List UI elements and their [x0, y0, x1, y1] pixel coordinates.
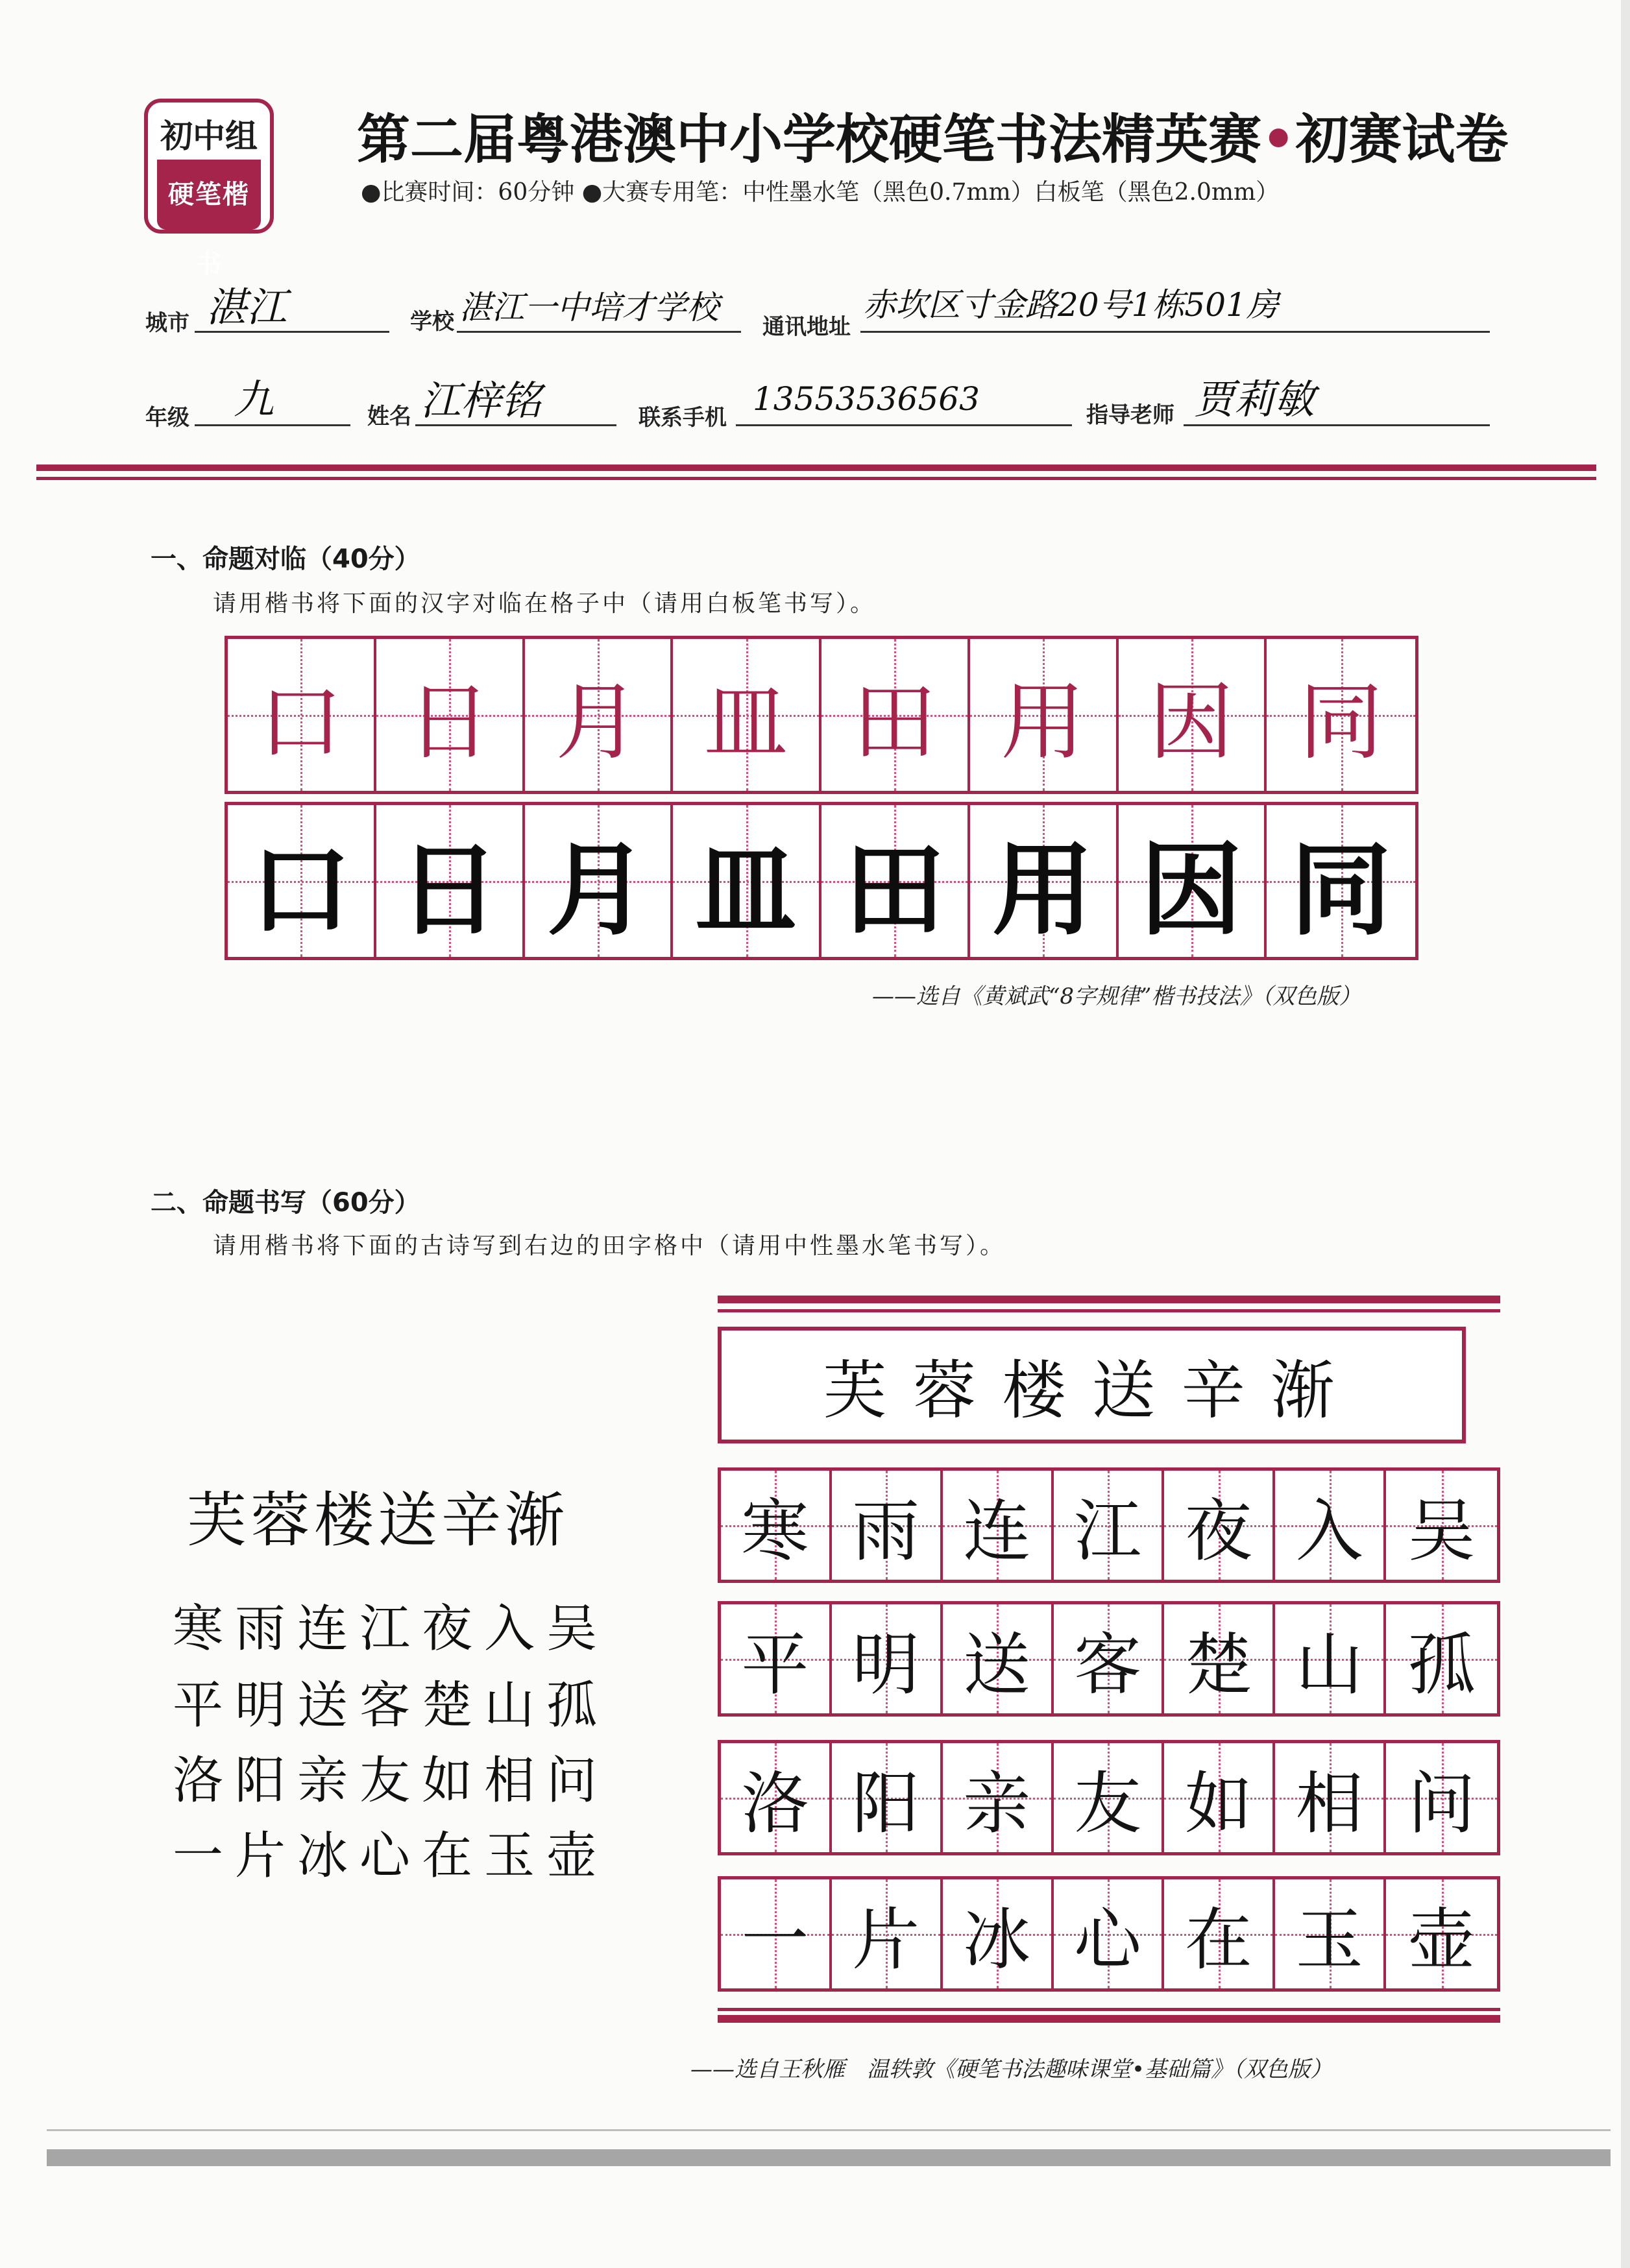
address-label: 通讯地址	[762, 314, 851, 340]
poem-char: 明	[852, 1625, 920, 1704]
poem-char: 寒	[741, 1491, 809, 1571]
footer-bar	[47, 2149, 1611, 2166]
model-char: 田	[852, 672, 937, 771]
poem-cell[interactable]	[1164, 1879, 1275, 1988]
poem-char: 冰	[963, 1900, 1031, 1979]
poem-cell[interactable]	[832, 1604, 943, 1713]
footer-line	[47, 2129, 1611, 2131]
section1-heading: 一、命题对临（40分）	[151, 544, 420, 574]
poem-cell[interactable]	[832, 1471, 943, 1580]
answer-frame-top	[718, 1296, 1500, 1303]
section2-desc: 请用楷书将下面的古诗写到右边的田字格中（请用中性墨水笔书写）。	[213, 1233, 1006, 1259]
section1-desc: 请用楷书将下面的汉字对临在格子中（请用白板笔书写）。	[213, 590, 877, 617]
model-cell	[228, 639, 376, 791]
header-rule-thick	[36, 464, 1596, 471]
poem-char: 如	[1184, 1764, 1252, 1843]
answer-cell[interactable]	[970, 805, 1119, 957]
poem-cell[interactable]	[721, 1604, 832, 1713]
model-cell	[673, 639, 821, 791]
poem-line: 寒雨连江夜入吴	[173, 1600, 609, 1658]
copy-char: 用	[992, 830, 1094, 949]
answer-cell[interactable]	[1119, 805, 1267, 957]
grade-value[interactable]: 九	[234, 376, 274, 423]
title-dot: •	[1261, 109, 1296, 171]
model-char: 口	[258, 672, 343, 771]
poem-cell[interactable]	[1386, 1604, 1497, 1713]
poem-char: 相	[1295, 1764, 1363, 1843]
poem-char: 亲	[963, 1764, 1031, 1843]
poem-char: 壶	[1407, 1900, 1476, 1979]
answer-frame-bottom	[718, 2015, 1500, 2023]
poem-cell[interactable]	[943, 1879, 1054, 1988]
title-main: 第二届粤港澳中小学校硬笔书法精英赛	[357, 109, 1262, 171]
copy-model-row	[225, 636, 1418, 794]
poem-cell[interactable]	[1164, 1471, 1275, 1580]
city-label: 城市	[145, 310, 189, 336]
poem-char: 在	[1184, 1900, 1252, 1979]
poem-cell[interactable]	[721, 1471, 832, 1580]
model-cell	[1267, 639, 1415, 791]
exam-pens: ●大赛专用笔：中性墨水笔（黑色0.7mm）白板笔（黑色2.0mm）	[581, 179, 1280, 206]
poem-cell[interactable]	[1054, 1471, 1165, 1580]
poem-char: 夜	[1184, 1491, 1252, 1571]
poem-line: 洛阳亲友如相问	[173, 1752, 609, 1810]
answer-cell[interactable]	[228, 805, 376, 957]
poem-char: 入	[1295, 1491, 1363, 1571]
poem-char: 连	[963, 1491, 1031, 1571]
copy-char: 日	[398, 830, 500, 949]
poem-char: 雨	[852, 1491, 920, 1571]
model-char: 日	[407, 672, 492, 771]
poem-row[interactable]	[718, 1467, 1500, 1583]
stamp-style: 硬笔楷书	[157, 160, 261, 230]
poem-char: 片	[852, 1900, 920, 1979]
stamp-group: 初中组	[160, 117, 258, 155]
poem-cell[interactable]	[943, 1743, 1054, 1852]
school-line	[457, 331, 741, 333]
model-cell	[525, 639, 674, 791]
poem-cell[interactable]	[1164, 1743, 1275, 1852]
poem-char: 一	[741, 1900, 809, 1979]
copy-answer-row[interactable]	[225, 802, 1418, 960]
poem-char: 江	[1074, 1491, 1142, 1571]
title-tail: 初赛试卷	[1295, 109, 1509, 171]
poem-char: 玉	[1295, 1900, 1363, 1979]
handwritten-title: 芙蓉楼送辛渐	[823, 1353, 1361, 1428]
model-char: 同	[1298, 672, 1383, 771]
name-label: 姓名	[367, 404, 411, 429]
answer-frame-bottom-thin	[718, 2008, 1500, 2011]
answer-frame-top-thin	[718, 1309, 1500, 1312]
poem-char: 洛	[741, 1764, 809, 1843]
section1-source: ——选自《黄斌武“8字规律”楷书技法》（双色版）	[872, 983, 1361, 1009]
phone-value[interactable]: 13553536563	[753, 380, 980, 418]
school-label: 学校	[410, 309, 454, 335]
school-value[interactable]: 湛江一中培才学校	[459, 289, 719, 326]
poem-line: 平明送客楚山孤	[173, 1676, 609, 1735]
poem-char: 问	[1407, 1764, 1476, 1843]
poem-cell[interactable]	[1275, 1604, 1386, 1713]
phone-line	[736, 424, 1072, 426]
answer-cell[interactable]	[1267, 805, 1415, 957]
poem-cell[interactable]	[1164, 1604, 1275, 1713]
poem-cell[interactable]	[1054, 1743, 1165, 1852]
teacher-value[interactable]: 贾莉敏	[1194, 376, 1315, 423]
exam-time: ●比赛时间：60分钟	[361, 179, 575, 206]
copy-char: 月	[546, 830, 648, 949]
poem-row[interactable]	[718, 1740, 1500, 1855]
poem-cell[interactable]	[1386, 1879, 1497, 1988]
model-char: 用	[1001, 672, 1086, 771]
model-char: 因	[1149, 672, 1234, 771]
answer-cell[interactable]	[376, 805, 525, 957]
model-cell	[1119, 639, 1267, 791]
section2-heading: 二、命题书写（60分）	[151, 1188, 420, 1218]
copy-char: 田	[844, 830, 945, 949]
poem-cell[interactable]	[1054, 1879, 1165, 1988]
name-value[interactable]: 江梓铭	[420, 377, 542, 424]
grade-label: 年级	[145, 405, 189, 431]
model-cell	[376, 639, 525, 791]
poem-cell[interactable]	[943, 1604, 1054, 1713]
poem-char: 客	[1074, 1625, 1142, 1704]
poem-char: 心	[1074, 1900, 1142, 1979]
poem-char: 孤	[1407, 1625, 1476, 1704]
poem-cell[interactable]	[1386, 1743, 1497, 1852]
answer-cell[interactable]	[821, 805, 970, 957]
copy-char: 口	[250, 830, 352, 949]
poem-cell[interactable]	[1275, 1879, 1386, 1988]
model-cell	[821, 639, 970, 791]
category-stamp	[144, 99, 274, 280]
model-cell	[970, 639, 1119, 791]
poem-cell[interactable]	[832, 1743, 943, 1852]
poem-row[interactable]	[718, 1876, 1500, 1992]
poem-cell[interactable]	[1386, 1471, 1497, 1580]
scan-edge	[1621, 0, 1630, 2268]
poem-char: 山	[1295, 1625, 1363, 1704]
copy-char: 同	[1290, 830, 1392, 949]
exam-info	[361, 174, 1529, 207]
poem-title-box[interactable]	[718, 1327, 1466, 1443]
answer-cell[interactable]	[525, 805, 674, 957]
header-rule-thin	[36, 477, 1596, 480]
poem-char: 吴	[1407, 1491, 1476, 1571]
poem-cell[interactable]	[943, 1471, 1054, 1580]
poem-cell[interactable]	[1275, 1743, 1386, 1852]
poem-title: 芙蓉楼送辛渐	[187, 1486, 569, 1555]
poem-cell[interactable]	[1054, 1604, 1165, 1713]
address-value[interactable]: 赤坎区寸金路20号1栋501房	[863, 286, 1279, 324]
poem-row[interactable]	[718, 1601, 1500, 1717]
poem-char: 送	[963, 1625, 1031, 1704]
model-char: 月	[555, 672, 640, 771]
poem-cell[interactable]	[721, 1743, 832, 1852]
copy-char: 因	[1140, 830, 1242, 949]
poem-char: 楚	[1184, 1625, 1252, 1704]
page-title	[357, 97, 1525, 173]
poem-cell[interactable]	[832, 1879, 943, 1988]
poem-cell[interactable]	[721, 1879, 832, 1988]
address-line	[860, 331, 1490, 333]
poem-char: 阳	[852, 1764, 920, 1843]
section2-source: ——选自王秋雁 温轶敦《硬笔书法趣味课堂•基础篇》（双色版）	[690, 2057, 1333, 2082]
phone-label: 联系手机	[639, 405, 727, 431]
city-value[interactable]: 湛江	[206, 284, 287, 331]
poem-char: 友	[1074, 1764, 1142, 1843]
poem-line: 一片冰心在玉壶	[173, 1827, 609, 1885]
poem-cell[interactable]	[1275, 1471, 1386, 1580]
answer-cell[interactable]	[673, 805, 821, 957]
poem-char: 平	[741, 1625, 809, 1704]
model-char: 皿	[703, 672, 788, 771]
teacher-label: 指导老师	[1086, 402, 1174, 428]
copy-char: 皿	[695, 830, 797, 949]
